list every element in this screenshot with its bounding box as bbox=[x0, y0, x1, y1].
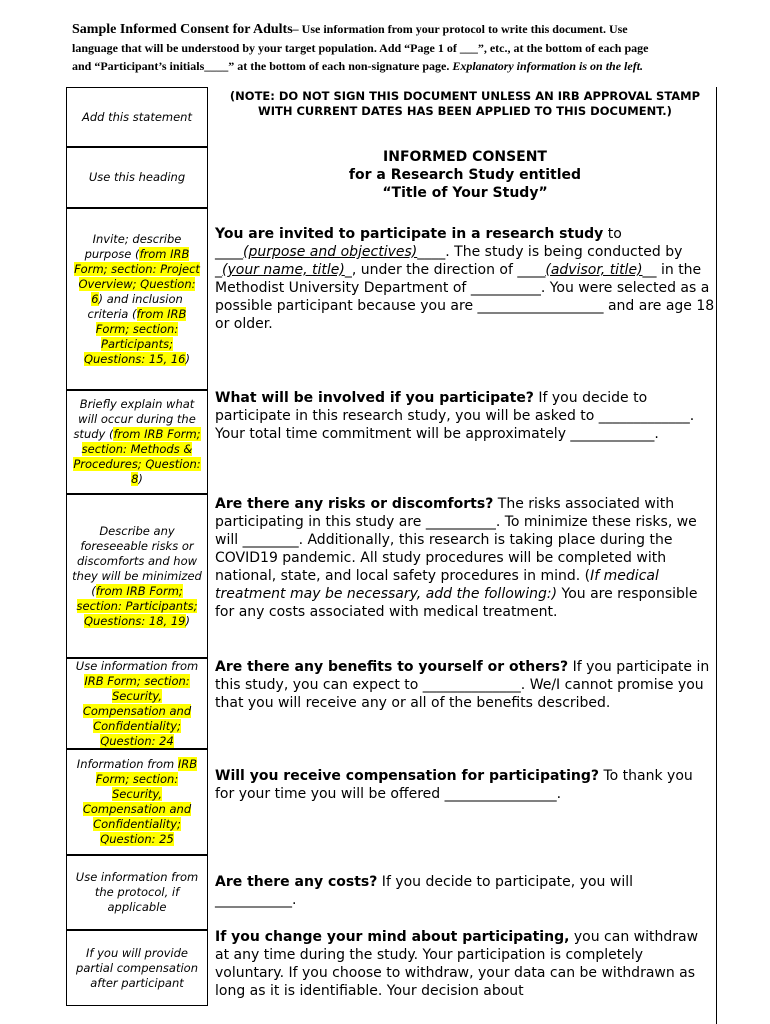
section-risks: Are there any risks or discomforts? The risks associated with participating in this study are __________. To minimize these risks, we will ________. Additionally, this research is taking place during the COVID19 pandemic. All study procedures will be completed with national, state, and local safety procedures in mind. (If medical treatment may be necessary, add the following:) You are responsible for any costs associated with medical treatment. bbox=[215, 496, 698, 620]
section-involvement: What will be involved if you participate? If you decide to participate in this research study, you will be asked to _____________. Your total time commitment will be approximately ____________. bbox=[215, 390, 695, 442]
instruction-line-2: language that will be understood by your target population. Add “Page 1 of ___”, etc., at the bottom of each page bbox=[72, 41, 649, 55]
consent-title bbox=[215, 148, 715, 202]
explanation-box-heading: Use this heading bbox=[66, 147, 208, 208]
consent-title-line-3: “Title of Your Study” bbox=[382, 185, 548, 201]
explanation-box-procedures: Briefly explain what will occur during the study (from IRB Form; section: Methods & Procedures; Question: 8) bbox=[66, 390, 208, 494]
instruction-line-3: and “Participant’s initials____” at the bottom of each non-signature page. bbox=[72, 59, 450, 73]
instruction-explanatory: Explanatory information is on the left. bbox=[452, 59, 644, 73]
explanation-box-statement: Add this statement bbox=[66, 87, 208, 147]
explanation-box-benefits: Use information from IRB Form; section: Security, Compensation and Confidentiality; Question: 24 bbox=[66, 658, 208, 749]
document-title: Sample Informed Consent for Adults bbox=[72, 22, 293, 37]
explanation-box-withdraw: If you will provide partial compensation after participant bbox=[66, 930, 208, 1006]
section-withdrawal: If you change your mind about participating, you can withdraw at any time during the study. Your participation is completely voluntary. If you choose to withdraw, your data can be withdrawn as long as it is identifiable. Your decision about bbox=[215, 929, 699, 999]
explanation-box-costs: Use information from the protocol, if applicable bbox=[66, 855, 208, 930]
document-instructions bbox=[72, 20, 692, 75]
column-divider bbox=[716, 87, 717, 1024]
consent-title-line-2: for a Research Study entitled bbox=[348, 167, 582, 183]
explanation-box-risks: Describe any foreseeable risks or discomforts and how they will be minimized (from IRB Form; section: Participants; Questions: 18, 19) bbox=[66, 494, 208, 658]
section-benefits: Are there any benefits to yourself or others? If you participate in this study, you can expect to ______________. We/I cannot promise you that you will receive any or all of the benefits described. bbox=[215, 659, 710, 711]
section-compensation: Will you receive compensation for participating? To thank you for your time you will be offered ________________. bbox=[215, 768, 693, 802]
explanation-box-compensation: Information from IRB Form; section: Security, Compensation and Confidentiality; Question: 25 bbox=[66, 749, 208, 855]
instruction-line-1: – Use information from your protocol to write this document. Use bbox=[292, 22, 628, 36]
explanation-box-invite: Invite; describe purpose (from IRB Form; section: Project Overview; Question: 6) and inclusion criteria (from IRB Form; section: Participants; Questions: 15, 16) bbox=[66, 208, 208, 390]
consent-title-line-1: INFORMED CONSENT bbox=[383, 149, 547, 165]
section-invitation: You are invited to participate in a research study to ____(purpose and objectives)____. The study is being conducted by _(your name, title)_, under the direction of ____(advisor, title)__ in the Methodist University Department of __________. You were selected as a possible participant because you are __________________ and are age 18 or older. bbox=[215, 226, 715, 332]
section-costs: Are there any costs? If you decide to participate, you will ___________. bbox=[215, 874, 633, 908]
irb-note: (NOTE: DO NOT SIGN THIS DOCUMENT UNLESS AN IRB APPROVAL STAMP WITH CURRENT DATES HAS BEEN APPLIED TO THIS DOCUMENT.) bbox=[229, 89, 701, 118]
